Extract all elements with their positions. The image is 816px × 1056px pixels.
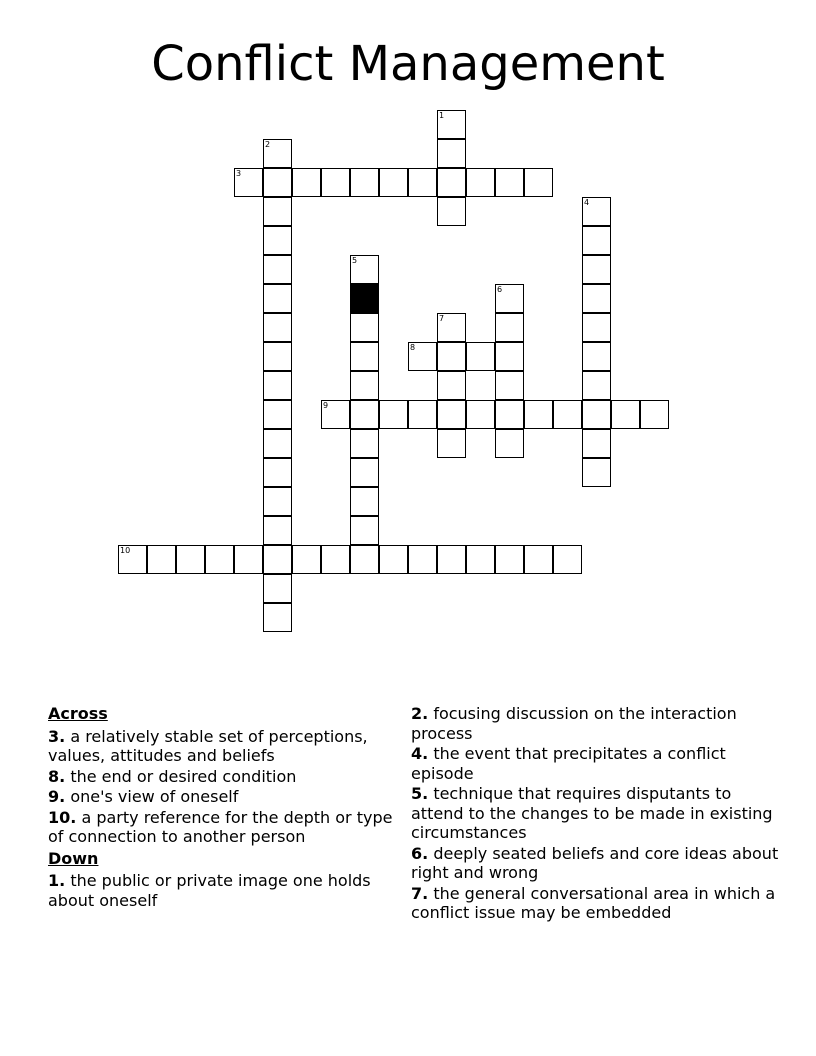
grid-cell[interactable] (263, 313, 292, 342)
grid-cell[interactable] (582, 400, 611, 429)
grid-cell[interactable] (553, 400, 582, 429)
clue-across-8 (48, 767, 398, 787)
clue-number-label: 2 (265, 140, 271, 149)
grid-cell[interactable] (263, 255, 292, 284)
clues-right-column (411, 704, 781, 924)
clue-text: deeply seated beliefs and core ideas about right and wrong (411, 843, 779, 882)
clue-number: 7. (411, 883, 429, 903)
grid-cell[interactable] (495, 400, 524, 429)
clue-down-4 (411, 744, 781, 783)
grid-cell[interactable] (582, 255, 611, 284)
clue-number-label: 8 (410, 343, 416, 352)
clue-number: 6. (411, 843, 429, 863)
grid-cell[interactable] (263, 168, 292, 197)
grid-cell[interactable] (408, 545, 437, 574)
grid-cell[interactable] (466, 400, 495, 429)
clue-number-label: 5 (352, 256, 358, 265)
grid-cell[interactable] (524, 168, 553, 197)
clue-number-label: 7 (439, 314, 445, 323)
grid-cell[interactable] (582, 458, 611, 487)
grid-cell[interactable] (582, 342, 611, 371)
grid-cell[interactable] (263, 371, 292, 400)
grid-cell[interactable] (263, 574, 292, 603)
grid-cell[interactable] (437, 400, 466, 429)
grid-cell[interactable] (350, 313, 379, 342)
grid-cell[interactable] (263, 545, 292, 574)
clue-number-label: 9 (323, 401, 329, 410)
clue-down-2 (411, 704, 781, 743)
grid-cell[interactable] (350, 545, 379, 574)
grid-cell[interactable] (350, 342, 379, 371)
clue-number: 5. (411, 784, 429, 803)
clue-text: a party reference for the depth or type of connection to another person (48, 807, 393, 846)
grid-cell[interactable] (350, 255, 379, 284)
grid-cell[interactable] (553, 545, 582, 574)
clue-number: 10. (48, 807, 77, 827)
clue-across-10 (48, 808, 398, 847)
clue-text: one's view of oneself (70, 787, 239, 806)
grid-cell[interactable] (437, 168, 466, 197)
clue-number-label: 4 (584, 198, 590, 207)
clue-across-3 (48, 727, 398, 766)
clue-number-label: 6 (497, 285, 503, 294)
grid-cell[interactable] (263, 342, 292, 371)
grid-cell[interactable] (437, 545, 466, 574)
clue-number-label: 10 (120, 546, 131, 555)
grid-cell[interactable] (263, 400, 292, 429)
clue-text: the end or desired condition (70, 766, 297, 786)
grid-cell[interactable] (408, 400, 437, 429)
puzzle-title: Conflict Management (151, 36, 665, 92)
clue-text: the general conversational area in which a conflict issue may be embedded (411, 883, 776, 922)
clue-text: technique that requires disputants to attend to the changes to be made in existing circumstances (411, 784, 773, 842)
grid-cell[interactable] (611, 400, 640, 429)
grid-cell[interactable] (350, 371, 379, 400)
grid-cell[interactable] (350, 516, 379, 545)
grid-cell[interactable] (495, 168, 524, 197)
clue-across-9 (48, 787, 398, 807)
grid-cell[interactable] (379, 400, 408, 429)
clue-number: 9. (48, 787, 66, 806)
grid-cell[interactable] (495, 284, 524, 313)
clue-down-7 (411, 884, 781, 923)
grid-cell[interactable] (350, 487, 379, 516)
grid-cell[interactable] (582, 226, 611, 255)
clue-number: 8. (48, 766, 66, 786)
grid-cell[interactable] (379, 545, 408, 574)
grid-cell[interactable] (147, 545, 176, 574)
grid-cell[interactable] (263, 139, 292, 168)
grid-cell[interactable] (263, 603, 292, 632)
clue-text: the public or private image one holds about oneself (48, 871, 371, 910)
grid-cell[interactable] (437, 429, 466, 458)
grid-cell[interactable] (437, 313, 466, 342)
grid-cell[interactable] (350, 400, 379, 429)
grid-cell[interactable] (263, 197, 292, 226)
grid-cell[interactable] (234, 545, 263, 574)
grid-cell[interactable] (524, 400, 553, 429)
grid-cell[interactable] (640, 400, 669, 429)
grid-cell[interactable] (582, 371, 611, 400)
grid-cell[interactable] (524, 545, 553, 574)
grid-cell[interactable] (350, 458, 379, 487)
grid-cell[interactable] (234, 168, 263, 197)
grid-cell[interactable] (582, 429, 611, 458)
clue-number-label: 3 (236, 169, 242, 178)
grid-cell[interactable] (582, 197, 611, 226)
clue-number: 1. (48, 871, 66, 890)
grid-cell[interactable] (408, 342, 437, 371)
clue-number-label: 1 (439, 111, 445, 120)
grid-cell[interactable] (408, 168, 437, 197)
grid-cell[interactable] (118, 545, 147, 574)
grid-cell[interactable] (437, 139, 466, 168)
clue-text: focusing discussion on the interaction process (411, 704, 737, 743)
down-heading: Down (48, 848, 99, 868)
grid-cell[interactable] (263, 226, 292, 255)
grid-cell[interactable] (292, 545, 321, 574)
grid-cell[interactable] (437, 371, 466, 400)
grid-cell[interactable] (263, 516, 292, 545)
clue-number: 4. (411, 744, 429, 763)
clue-down-1 (48, 871, 398, 910)
grid-cell[interactable] (466, 342, 495, 371)
grid-cell[interactable] (437, 110, 466, 139)
clue-number: 2. (411, 704, 429, 723)
clue-down-5 (411, 784, 781, 843)
grid-cell[interactable] (495, 371, 524, 400)
grid-cell[interactable] (263, 458, 292, 487)
grid-cell[interactable] (582, 313, 611, 342)
grid-cell[interactable] (582, 284, 611, 313)
grid-cell[interactable] (263, 284, 292, 313)
grid-cell[interactable] (495, 429, 524, 458)
grid-cell[interactable] (437, 197, 466, 226)
grid-cell[interactable] (321, 545, 350, 574)
grid-cell[interactable] (379, 168, 408, 197)
clue-down-6 (411, 844, 781, 883)
grid-cell[interactable] (263, 429, 292, 458)
black-square (350, 284, 379, 313)
grid-cell[interactable] (205, 545, 234, 574)
grid-cell[interactable] (495, 342, 524, 371)
grid-cell[interactable] (495, 545, 524, 574)
grid-cell[interactable] (350, 168, 379, 197)
clues-left-column (48, 704, 398, 911)
grid-cell[interactable] (321, 400, 350, 429)
grid-cell[interactable] (466, 168, 495, 197)
grid-cell[interactable] (292, 168, 321, 197)
grid-cell[interactable] (321, 168, 350, 197)
grid-cell[interactable] (466, 545, 495, 574)
clue-text: the event that precipitates a conflict episode (411, 744, 726, 783)
grid-cell[interactable] (350, 429, 379, 458)
grid-cell[interactable] (263, 487, 292, 516)
across-heading: Across (48, 704, 108, 723)
grid-cell[interactable] (495, 313, 524, 342)
grid-cell[interactable] (176, 545, 205, 574)
clue-number: 3. (48, 726, 66, 746)
clue-text: a relatively stable set of perceptions, values, attitudes and beliefs (48, 726, 368, 765)
grid-cell[interactable] (437, 342, 466, 371)
